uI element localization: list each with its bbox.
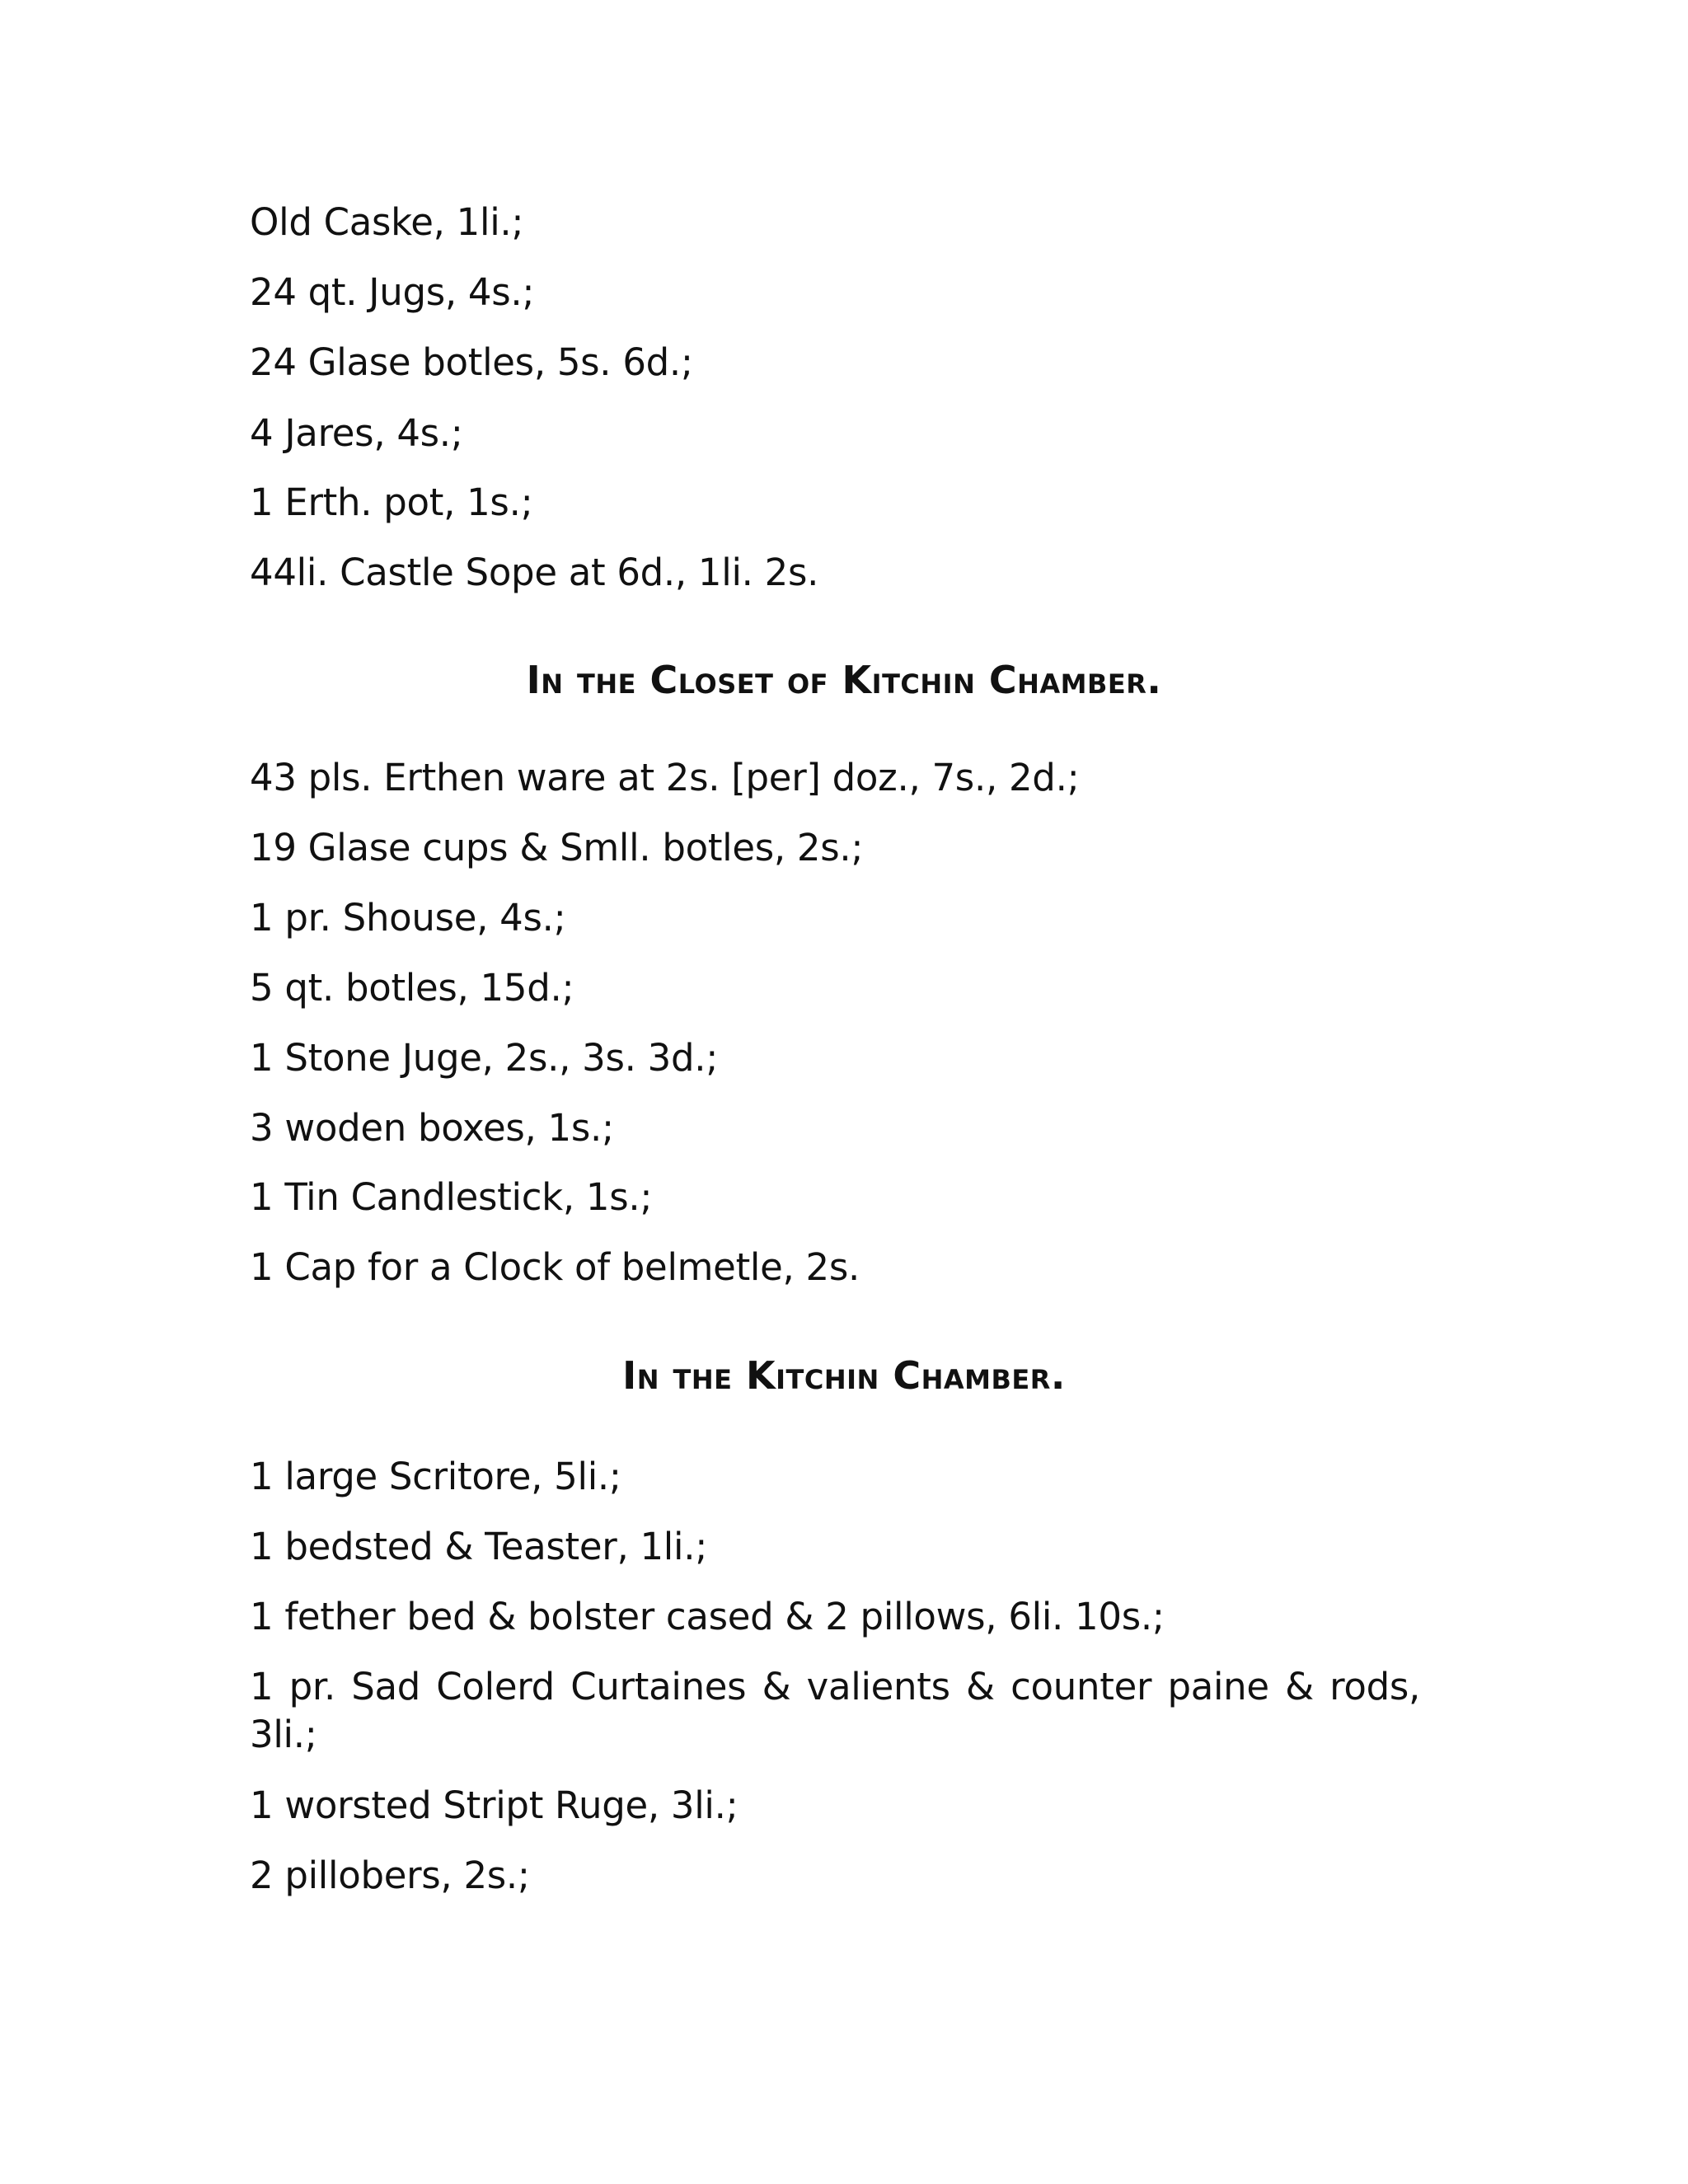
inventory-item: 19 Glase cups & Smll. botles, 2s.;: [250, 826, 864, 869]
inventory-item: 1 Erth. pot, 1s.;: [250, 480, 533, 524]
inventory-item: 1 Stone Juge, 2s., 3s. 3d.;: [250, 1036, 719, 1080]
inventory-item: 1 Cap for a Clock of belmetle, 2s.: [250, 1245, 860, 1289]
inventory-item: 1 worsted Stript Ruge, 3li.;: [250, 1783, 738, 1827]
inventory-item: 1 pr. Sad Colerd Curtaines & valients & counter paine & rods, 3li.;: [250, 1665, 1420, 1756]
inventory-item: 43 pls. Erthen ware at 2s. [per] doz., 7s., 2d.;: [250, 756, 1080, 799]
inventory-item: 1 fether bed & bolster cased & 2 pillows, 6li. 10s.;: [250, 1595, 1165, 1638]
inventory-item: 4 Jares, 4s.;: [250, 411, 463, 455]
inventory-item: 1 large Scritore, 5li.;: [250, 1455, 621, 1498]
inventory-item: 24 qt. Jugs, 4s.;: [250, 270, 535, 314]
inventory-item: 1 bedsted & Teaster, 1li.;: [250, 1525, 708, 1568]
inventory-item: Old Caske, 1li.;: [250, 200, 524, 244]
inventory-item: 3 woden boxes, 1s.;: [250, 1106, 614, 1150]
inventory-item: 2 pillobers, 2s.;: [250, 1854, 530, 1897]
inventory-item: 44li. Castle Sope at 6d., 1li. 2s.: [250, 551, 819, 594]
inventory-item: 1 pr. Shouse, 4s.;: [250, 896, 566, 940]
inventory-item: 1 Tin Candlestick, 1s.;: [250, 1175, 653, 1219]
inventory-item: 24 Glase botles, 5s. 6d.;: [250, 340, 693, 384]
section-heading-closet: In the Closet of Kitchin Chamber.: [526, 658, 1162, 702]
inventory-item: 5 qt. botles, 15d.;: [250, 966, 574, 1010]
section-heading-kitchin: In the Kitchin Chamber.: [622, 1353, 1066, 1398]
